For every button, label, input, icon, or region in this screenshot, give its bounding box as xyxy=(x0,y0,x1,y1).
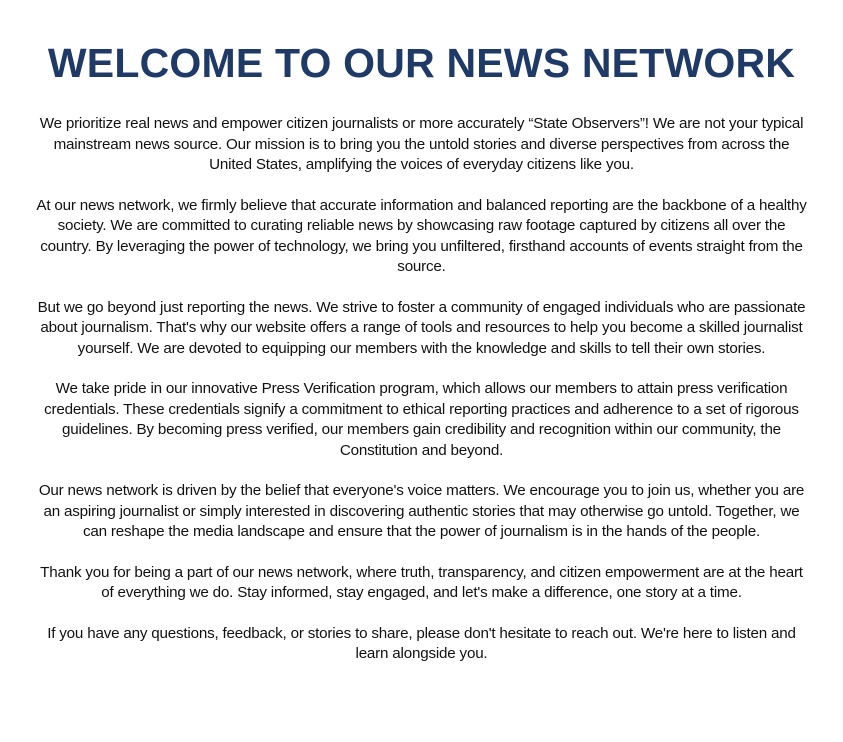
paragraph-beliefs: At our news network, we firmly believe that accurate information and balanced reporting are the backbone of a healthy society. We are committed to curating reliable news by showcasing raw footage captured by citizens all over the country. By leveraging the power of technology, we bring you unfiltered, firsthand accounts of events straight from the source. xyxy=(36,196,807,275)
paragraph-voice-matters: Our news network is driven by the belief that everyone's voice matters. We encourage you to join us, whether you are an aspiring journalist or simply interested in discovering authentic stories that may otherwise go untold. Together, we can reshape the media landscape and ensure that the power of journalism is in the hands of the people. xyxy=(38,482,805,540)
intro-content xyxy=(36,114,807,665)
paragraph-community: But we go beyond just reporting the news. We strive to foster a community of engaged individuals who are passionate about journalism. That's why our website offers a range of tools and resources to help you become a skilled journalist yourself. We are devoted to equipping our members with the knowledge and skills to tell their own stories. xyxy=(37,298,806,357)
page-title: WELCOME TO OUR NEWS NETWORK xyxy=(47,40,796,86)
paragraph-mission: We prioritize real news and empower citizen journalists or more accurately “State Observers”! We are not your typical mainstream news source. Our mission is to bring you the untold stories and diverse perspectives from across the United States, amplifying the voices of everyday citizens like you. xyxy=(39,115,804,173)
paragraph-contact: If you have any questions, feedback, or stories to share, please don't hesitate to reach out. We're here to listen and learn alongside you. xyxy=(47,624,796,662)
paragraph-press-verification: We take pride in our innovative Press Verification program, which allows our members to attain press verification credentials. These credentials signify a commitment to ethical reporting practices and adherence to a set of rigorous guidelines. By becoming press verified, our members gain credibility and recognition within our community, the Constitution and beyond. xyxy=(44,380,799,459)
paragraph-thank-you: Thank you for being a part of our news network, where truth, transparency, and citizen empowerment are at the heart of everything we do. Stay informed, stay engaged, and let's make a difference, one story at a time. xyxy=(40,563,803,601)
